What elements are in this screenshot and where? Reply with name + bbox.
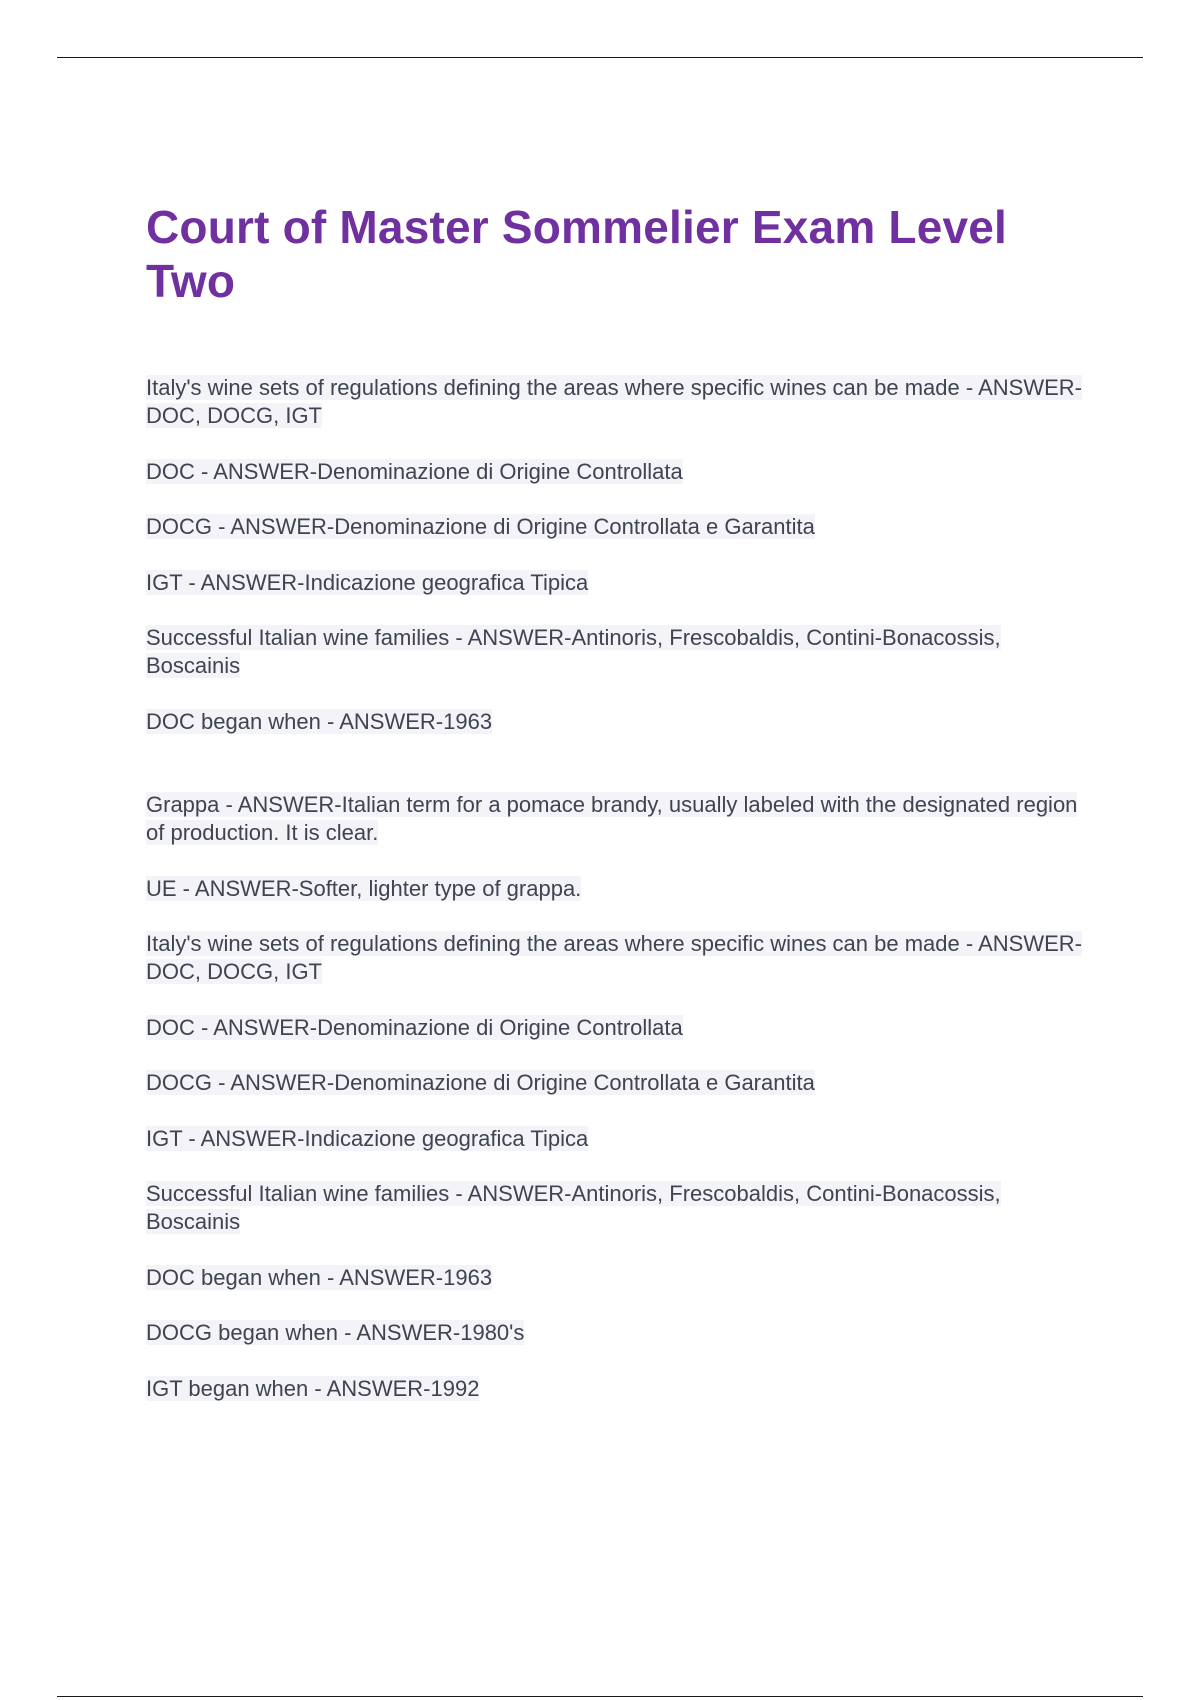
document-body — [146, 200, 1096, 1403]
bottom-divider — [57, 1696, 1143, 1697]
qa-item: DOC - ANSWER-Denominazione di Origine Controllata — [146, 1015, 683, 1040]
qa-item: DOC began when - ANSWER-1963 — [146, 709, 493, 734]
qa-item: Italy's wine sets of regulations defining the areas where specific wines can be made - ANSWER-DOC, DOCG, IGT — [146, 931, 1082, 984]
top-divider — [57, 57, 1143, 58]
qa-item: Successful Italian wine families - ANSWER-Antinoris, Frescobaldis, Contini-Bonacossis, Boscainis — [146, 1181, 1001, 1234]
qa-item: IGT - ANSWER-Indicazione geografica Tipica — [146, 1126, 589, 1151]
document-title: Court of Master Sommelier Exam Level Two — [146, 201, 1008, 307]
qa-item: DOC began when - ANSWER-1963 — [146, 1265, 493, 1290]
qa-item: Italy's wine sets of regulations defining the areas where specific wines can be made - ANSWER-DOC, DOCG, IGT — [146, 375, 1082, 428]
qa-list — [146, 374, 1096, 1403]
qa-item: IGT began when - ANSWER-1992 — [146, 1376, 480, 1401]
qa-item: Successful Italian wine families - ANSWER-Antinoris, Frescobaldis, Contini-Bonacossis, Boscainis — [146, 625, 1001, 678]
qa-item: DOCG began when - ANSWER-1980's — [146, 1320, 525, 1345]
qa-item: UE - ANSWER-Softer, lighter type of grappa. — [146, 876, 582, 901]
qa-item: IGT - ANSWER-Indicazione geografica Tipica — [146, 570, 589, 595]
qa-item: DOC - ANSWER-Denominazione di Origine Controllata — [146, 459, 683, 484]
qa-item: Grappa - ANSWER-Italian term for a pomace brandy, usually labeled with the designated region of production. It is clear. — [146, 792, 1078, 845]
qa-item: DOCG - ANSWER-Denominazione di Origine Controllata e Garantita — [146, 1070, 815, 1095]
qa-item: DOCG - ANSWER-Denominazione di Origine Controllata e Garantita — [146, 514, 815, 539]
